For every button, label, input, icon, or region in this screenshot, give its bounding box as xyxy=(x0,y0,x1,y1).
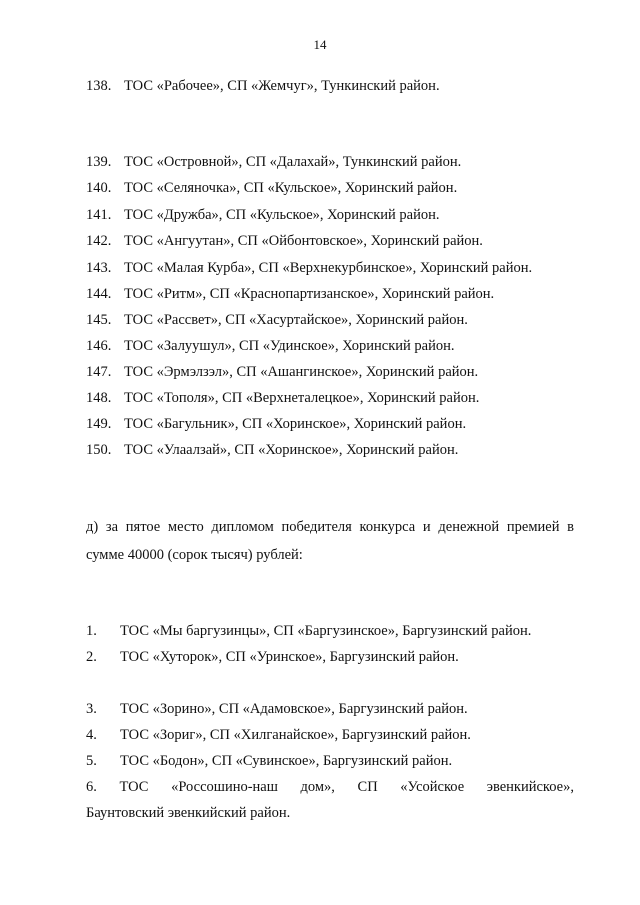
list-item xyxy=(86,284,576,304)
list-item xyxy=(86,336,576,356)
item-number: 4. xyxy=(86,727,97,743)
list-item xyxy=(86,76,576,96)
item-text: ТОС «Зорино», СП «Адамовское», Баргузинский район. xyxy=(120,701,468,717)
item-text: ТОС «Островной», СП «Далахай», Тункинский район. xyxy=(124,154,462,170)
item-number: 142. xyxy=(86,233,112,249)
item-text: ТОС «Ритм», СП «Краснопартизанское», Хоринский район. xyxy=(124,286,495,302)
item-word: дом», xyxy=(300,779,335,795)
item-word: «Россошино-наш xyxy=(171,779,278,795)
item-number: 146. xyxy=(86,338,112,354)
item-text: ТОС «Багульник», СП «Хоринское», Хоринский район. xyxy=(124,416,467,432)
item-word: ТОС xyxy=(119,779,149,795)
item-text: ТОС «Рассвет», СП «Хасуртайское», Хоринский район. xyxy=(124,312,468,328)
list-item xyxy=(86,751,576,771)
section-d-paragraph: д) за пятое место дипломом победителя конкурса и денежной премией в сумме 40000 (сорок тысяч) рублей: xyxy=(86,519,574,563)
list-item xyxy=(86,310,576,330)
item-text: ТОС «Рабочее», СП «Жемчуг», Тункинский район. xyxy=(124,78,440,94)
item-word: эвенкийское», xyxy=(486,779,574,795)
item-text: ТОС «Бодон», СП «Сувинское», Баргузинский район. xyxy=(120,753,453,769)
item-text: ТОС «Ангуутан», СП «Ойбонтовское», Хоринский район. xyxy=(124,233,483,249)
list-item xyxy=(86,725,576,745)
list-item-6 xyxy=(86,777,574,797)
item-number: 144. xyxy=(86,286,112,302)
item-number: 6. xyxy=(86,779,97,795)
list-item xyxy=(86,258,576,278)
item-text: ТОС «Улаалзай», СП «Хоринское», Хоринский район. xyxy=(124,442,459,458)
page-number: 14 xyxy=(313,37,327,52)
item-number: 138. xyxy=(86,78,112,94)
item-text: ТОС «Тополя», СП «Верхнеталецкое», Хоринский район. xyxy=(124,390,480,406)
item-number: 2. xyxy=(86,649,97,665)
item-number: 139. xyxy=(86,154,112,170)
list-item xyxy=(86,699,576,719)
list-item xyxy=(86,388,576,408)
item-number: 3. xyxy=(86,701,97,717)
item-number: 141. xyxy=(86,207,112,223)
item-number: 140. xyxy=(86,180,112,196)
list-item xyxy=(86,647,576,667)
item-number: 145. xyxy=(86,312,112,328)
item-text: ТОС «Мы баргузинцы», СП «Баргузинское», Баргузинский район. xyxy=(120,623,532,639)
item-number: 150. xyxy=(86,442,112,458)
item-word: «Усойское xyxy=(400,779,465,795)
item-text: ТОС «Селяночка», СП «Кульское», Хоринский район. xyxy=(124,180,458,196)
list-item xyxy=(86,414,576,434)
item-text: ТОС «Залуушул», СП «Удинское», Хоринский район. xyxy=(124,338,455,354)
list-item xyxy=(86,152,576,172)
item-number: 1. xyxy=(86,623,97,639)
item-word: СП xyxy=(357,779,378,795)
list-item-6-continuation: Баунтовский эвенкийский район. xyxy=(86,805,291,821)
item-text: ТОС «Малая Курба», СП «Верхнекурбинское», Хоринский район. xyxy=(124,260,533,276)
item-number: 148. xyxy=(86,390,112,406)
item-text: ТОС «Дружба», СП «Кульское», Хоринский район. xyxy=(124,207,440,223)
list-item xyxy=(86,621,576,641)
list-item xyxy=(86,231,576,251)
item-number: 147. xyxy=(86,364,112,380)
item-text: ТОС «Зориг», СП «Хилганайское», Баргузинский район. xyxy=(120,727,471,743)
list-item xyxy=(86,362,576,382)
item-number: 149. xyxy=(86,416,112,432)
item-text: ТОС «Эрмэлзэл», СП «Ашангинское», Хоринский район. xyxy=(124,364,479,380)
list-item xyxy=(86,205,576,225)
item-number: 143. xyxy=(86,260,112,276)
item-text: ТОС «Хуторок», СП «Уринское», Баргузинский район. xyxy=(120,649,459,665)
list-item xyxy=(86,440,576,460)
list-item xyxy=(86,178,576,198)
item-number: 5. xyxy=(86,753,97,769)
